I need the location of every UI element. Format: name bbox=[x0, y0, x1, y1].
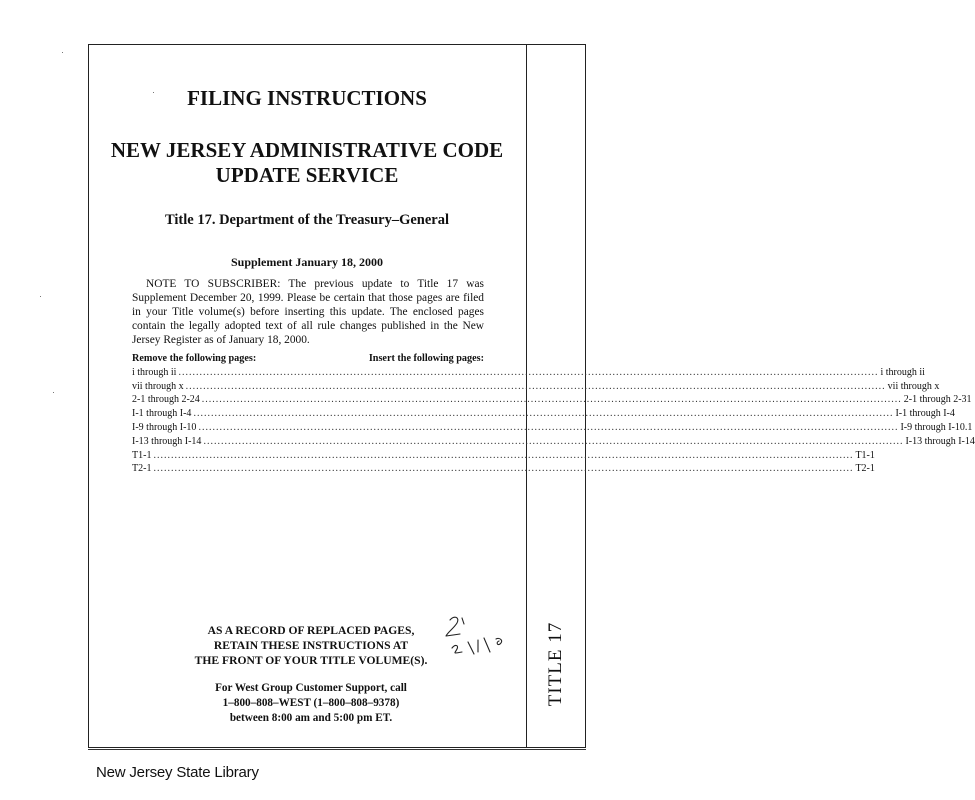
table-row bbox=[132, 449, 875, 463]
page-title: FILING INSTRUCTIONS bbox=[187, 86, 427, 110]
title-subtitle: Title 17. Department of the Treasury–General bbox=[164, 212, 450, 228]
dot-leader: ........................................................................................................................................................................................................ bbox=[153, 449, 854, 461]
table-row bbox=[132, 435, 975, 449]
remove-pages-cell: I-9 through I-10 bbox=[132, 421, 197, 433]
handwritten-date-mark bbox=[440, 612, 512, 656]
insert-pages-cell: I-13 through I-14 bbox=[905, 435, 975, 447]
dot-leader: ........................................................................................................................................................................................................ bbox=[193, 408, 894, 420]
remove-pages-cell: I-1 through I-4 bbox=[132, 408, 192, 420]
support-line-2: 1–800–808–WEST (1–800–808–9378) bbox=[222, 697, 400, 709]
table-row bbox=[132, 366, 925, 380]
scan-speck bbox=[62, 52, 63, 53]
insert-pages-cell: T2-1 bbox=[855, 463, 875, 475]
dot-leader: ........................................................................................................................................................................................................ bbox=[201, 394, 902, 406]
table-row bbox=[132, 393, 972, 407]
dot-leader: ........................................................................................................................................................................................................ bbox=[153, 463, 854, 475]
insert-pages-cell: T1-1 bbox=[855, 449, 875, 461]
page-border-double-line bbox=[88, 749, 586, 750]
note-to-subscriber: NOTE TO SUBSCRIBER: The previous update to Title 17 was Supplement December 20, 1999. Please be certain that those pages are filed in your Title volume(s) before inserting this update. The enclosed pages contain the legally adopted text of all rule changes published in the New Jersey Register as of January 18, 2000. bbox=[132, 278, 484, 346]
remove-pages-cell: i through ii bbox=[132, 366, 177, 378]
scan-speck bbox=[40, 296, 41, 297]
insert-pages-cell: vii through x bbox=[887, 380, 940, 392]
support-line-3: between 8:00 am and 5:00 pm ET. bbox=[229, 712, 393, 724]
code-title bbox=[88, 138, 526, 188]
pages-table-header bbox=[132, 352, 484, 366]
library-stamp: New Jersey State Library bbox=[96, 764, 259, 781]
remove-pages-cell: I-13 through I-14 bbox=[132, 435, 202, 447]
table-row bbox=[132, 421, 973, 435]
pages-table-body bbox=[132, 366, 975, 476]
pages-table bbox=[132, 352, 975, 476]
table-row bbox=[132, 380, 940, 394]
support-line-1: For West Group Customer Support, call bbox=[215, 682, 407, 694]
remove-pages-header: Remove the following pages: bbox=[132, 353, 257, 364]
dot-leader: ........................................................................................................................................................................................................ bbox=[203, 435, 904, 447]
code-title-line-1: NEW JERSEY ADMINISTRATIVE CODE bbox=[110, 138, 504, 162]
remove-pages-cell: vii through x bbox=[132, 380, 184, 392]
supplement-date: Supplement January 18, 2000 bbox=[230, 255, 384, 269]
scan-speck bbox=[53, 392, 54, 393]
remove-pages-cell: T2-1 bbox=[132, 463, 152, 475]
record-line-1: AS A RECORD OF REPLACED PAGES, bbox=[207, 624, 415, 637]
record-line-2: RETAIN THESE INSTRUCTIONS AT bbox=[213, 639, 409, 652]
dot-leader: ........................................................................................................................................................................................................ bbox=[185, 380, 886, 392]
scan-speck bbox=[153, 92, 154, 93]
insert-pages-cell: I-9 through I-10.1 bbox=[900, 421, 973, 433]
insert-pages-cell: 2-1 through 2-31 bbox=[903, 394, 972, 406]
dot-leader: ........................................................................................................................................................................................................ bbox=[178, 366, 879, 378]
remove-pages-cell: 2-1 through 2-24 bbox=[132, 394, 200, 406]
remove-pages-cell: T1-1 bbox=[132, 449, 152, 461]
dot-leader: ........................................................................................................................................................................................................ bbox=[198, 421, 899, 433]
side-tab-label: TITLE 17 bbox=[545, 621, 566, 707]
insert-pages-cell: i through ii bbox=[880, 366, 925, 378]
table-row bbox=[132, 407, 955, 421]
record-instructions bbox=[186, 623, 436, 668]
record-line-3: THE FRONT OF YOUR TITLE VOLUME(S). bbox=[194, 654, 428, 667]
customer-support bbox=[186, 681, 436, 726]
table-row bbox=[132, 462, 875, 476]
code-title-line-2: UPDATE SERVICE bbox=[215, 163, 399, 187]
insert-pages-header: Insert the following pages: bbox=[368, 353, 484, 364]
insert-pages-cell: I-1 through I-4 bbox=[895, 408, 955, 420]
